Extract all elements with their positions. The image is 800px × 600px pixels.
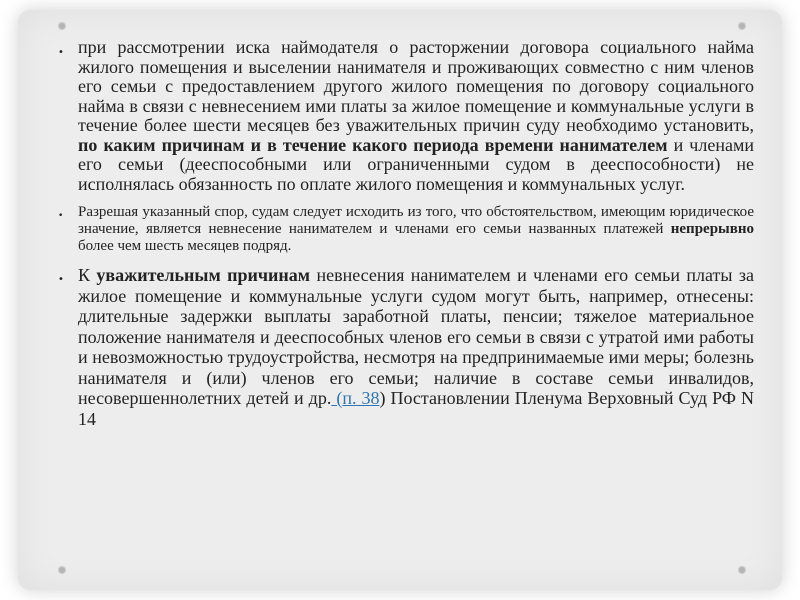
bullet-emphasis: уважительным причинам (96, 265, 311, 285)
bullet-text: невнесения нанимателем и членами его семьи платы за жилое помещение и коммунальные услуги судом могут быть, например, отнесены: длительные задержки выплаты заработной платы, пенсии; тяжелое материальное положение нанимателя и дееспособных членов его семьи в связи с утратой ими работы и невозможностью трудоустройства, несмотря на предпринимаемые ими меры; болезнь нанимателя и (или) членов его семьи; наличие в составе семьи инвалидов, несовершеннолетних детей и др. (78, 265, 755, 408)
reference-link[interactable]: (п. 38 (331, 388, 380, 408)
bullet-item (58, 38, 754, 194)
slide-content (58, 38, 754, 429)
corner-dot-icon (738, 566, 746, 574)
corner-dot-icon (58, 566, 66, 574)
bullet-item (58, 204, 754, 255)
bullet-marker-icon: • (58, 47, 64, 58)
bullet-text: ) Постановлении Пленума Верховный Суд РФ N 14 (78, 388, 754, 429)
bullet-marker-icon: • (58, 211, 64, 221)
bullet-text: и членами его семьи (дееспособными или ограниченными судом в дееспособности) не исполнялась обязанность по оплате жилого помещения и коммунальных услуг. (78, 134, 754, 194)
bullet-text: Разрешая указанный спор, судам следует исходить из того, что обстоятельством, имеющим юридическое значение, является невнесение нанимателем и членами его семьи названных платежей (78, 204, 754, 237)
bullet-text: К (78, 265, 97, 285)
bullet-emphasis: непрерывно (670, 221, 754, 237)
bullet-marker-icon: • (58, 274, 64, 285)
bullet-emphasis: по каким причинам и в течение какого периода времени нанимателем (78, 134, 668, 155)
corner-dot-icon (58, 22, 66, 30)
bullet-text: более чем шесть месяцев подряд. (78, 238, 292, 254)
corner-dot-icon (738, 22, 746, 30)
bullet-text: при рассмотрении иска наймодателя о расторжении договора социального найма жилого помещения и выселении нанимателя и проживающих совместно с ним членов его семьи с предоставлением другого жилого помещения по договору социального найма в связи с невнесением ими платы за жилое помещение и коммунальные услуги в течение более шести месяцев без уважительных причин суду необходимо установить, (78, 37, 754, 135)
bullet-item (58, 265, 754, 429)
